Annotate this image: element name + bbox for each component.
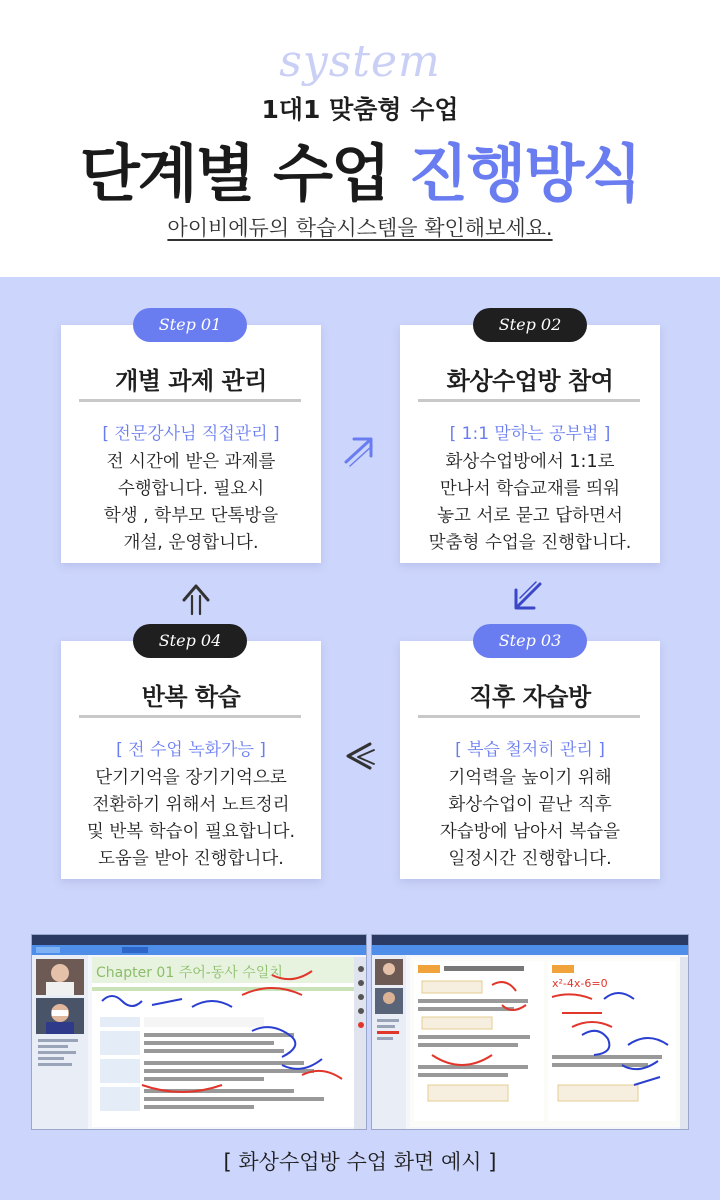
- step-tag: [ 전문강사님 직접관리 ]: [102, 424, 280, 444]
- desc-line: 단기기억을 장기기억으로: [95, 768, 287, 788]
- divider: [418, 715, 640, 718]
- script-watermark: system: [279, 36, 441, 87]
- lesson-screen-illustration: [372, 935, 689, 1130]
- arrow-down-left-icon: [508, 578, 548, 618]
- step-card-2: [400, 325, 660, 563]
- divider: [418, 399, 640, 402]
- step-description: [400, 765, 660, 873]
- screens-caption: [ 화상수업방 수업 화면 예시 ]: [223, 1150, 497, 1174]
- desc-line: 수행합니다. 필요시: [117, 479, 265, 499]
- tagline-text: 아이비에듀의 학습시스템을 확인해보세요.: [167, 216, 553, 240]
- desc-line: 일정시간 진행합니다.: [448, 849, 612, 869]
- step-badge-2: Step 02: [473, 308, 587, 342]
- sub-title: 1대1 맞춤형 수업: [261, 95, 459, 124]
- desc-line: 놓고 서로 묻고 답하면서: [437, 506, 623, 526]
- step-tag: [ 복습 철저히 관리 ]: [455, 740, 605, 760]
- step-badge-4: Step 04: [133, 624, 247, 658]
- step-tag: [ 전 수업 녹화가능 ]: [116, 740, 266, 760]
- step-description: [61, 449, 321, 557]
- page-title-main: 단계별 수업: [79, 137, 409, 210]
- step-badge-1: Step 01: [133, 308, 247, 342]
- desc-line: 자습방에 남아서 복습을: [439, 822, 621, 842]
- lesson-screen-illustration: [32, 935, 367, 1130]
- desc-line: 기억력을 높이기 위해: [448, 768, 612, 788]
- step-tag: [ 1:1 말하는 공부법 ]: [449, 424, 611, 444]
- step-card-3: [400, 641, 660, 879]
- header: [0, 0, 720, 277]
- page-title: [0, 124, 720, 213]
- step-description: [400, 449, 660, 557]
- desc-line: 및 반복 학습이 필요합니다.: [86, 822, 296, 842]
- step-badge-3: Step 03: [473, 624, 587, 658]
- step-title: 개별 과제 관리: [115, 367, 267, 395]
- arrow-left-icon: [338, 736, 378, 776]
- lesson-heading-left: Chapter 01 주어-동사 수일치: [96, 965, 283, 981]
- desc-line: 개설, 운영합니다.: [123, 533, 259, 553]
- arrow-up-right-icon: [340, 430, 380, 470]
- tagline: [0, 212, 720, 242]
- desc-line: 만나서 학습교재를 띄워: [439, 479, 621, 499]
- step-card-1: [61, 325, 321, 563]
- step-description: [61, 765, 321, 873]
- divider: [79, 715, 301, 718]
- lesson-screenshot-math: [371, 934, 689, 1130]
- step-title: 화상수업방 참여: [446, 367, 614, 395]
- step-title: 직후 자습방: [469, 683, 591, 711]
- page-title-accent: 진행방식: [408, 137, 641, 210]
- math-equation: x²-4x-6=0: [552, 977, 608, 990]
- desc-line: 화상수업방에서 1:1로: [445, 452, 615, 472]
- divider: [79, 399, 301, 402]
- desc-line: 맞춤형 수업을 진행합니다.: [428, 533, 632, 553]
- desc-line: 도움을 받아 진행합니다.: [98, 849, 284, 869]
- desc-line: 화상수업이 끝난 직후: [448, 795, 612, 815]
- desc-line: 전 시간에 받은 과제를: [106, 452, 276, 472]
- step-title: 반복 학습: [141, 683, 241, 711]
- arrow-up-icon: [176, 578, 216, 618]
- desc-line: 학생 , 학부모 단톡방을: [103, 506, 279, 526]
- desc-line: 전환하기 위해서 노트정리: [92, 795, 290, 815]
- step-card-4: [61, 641, 321, 879]
- lesson-screenshot-english: [31, 934, 367, 1130]
